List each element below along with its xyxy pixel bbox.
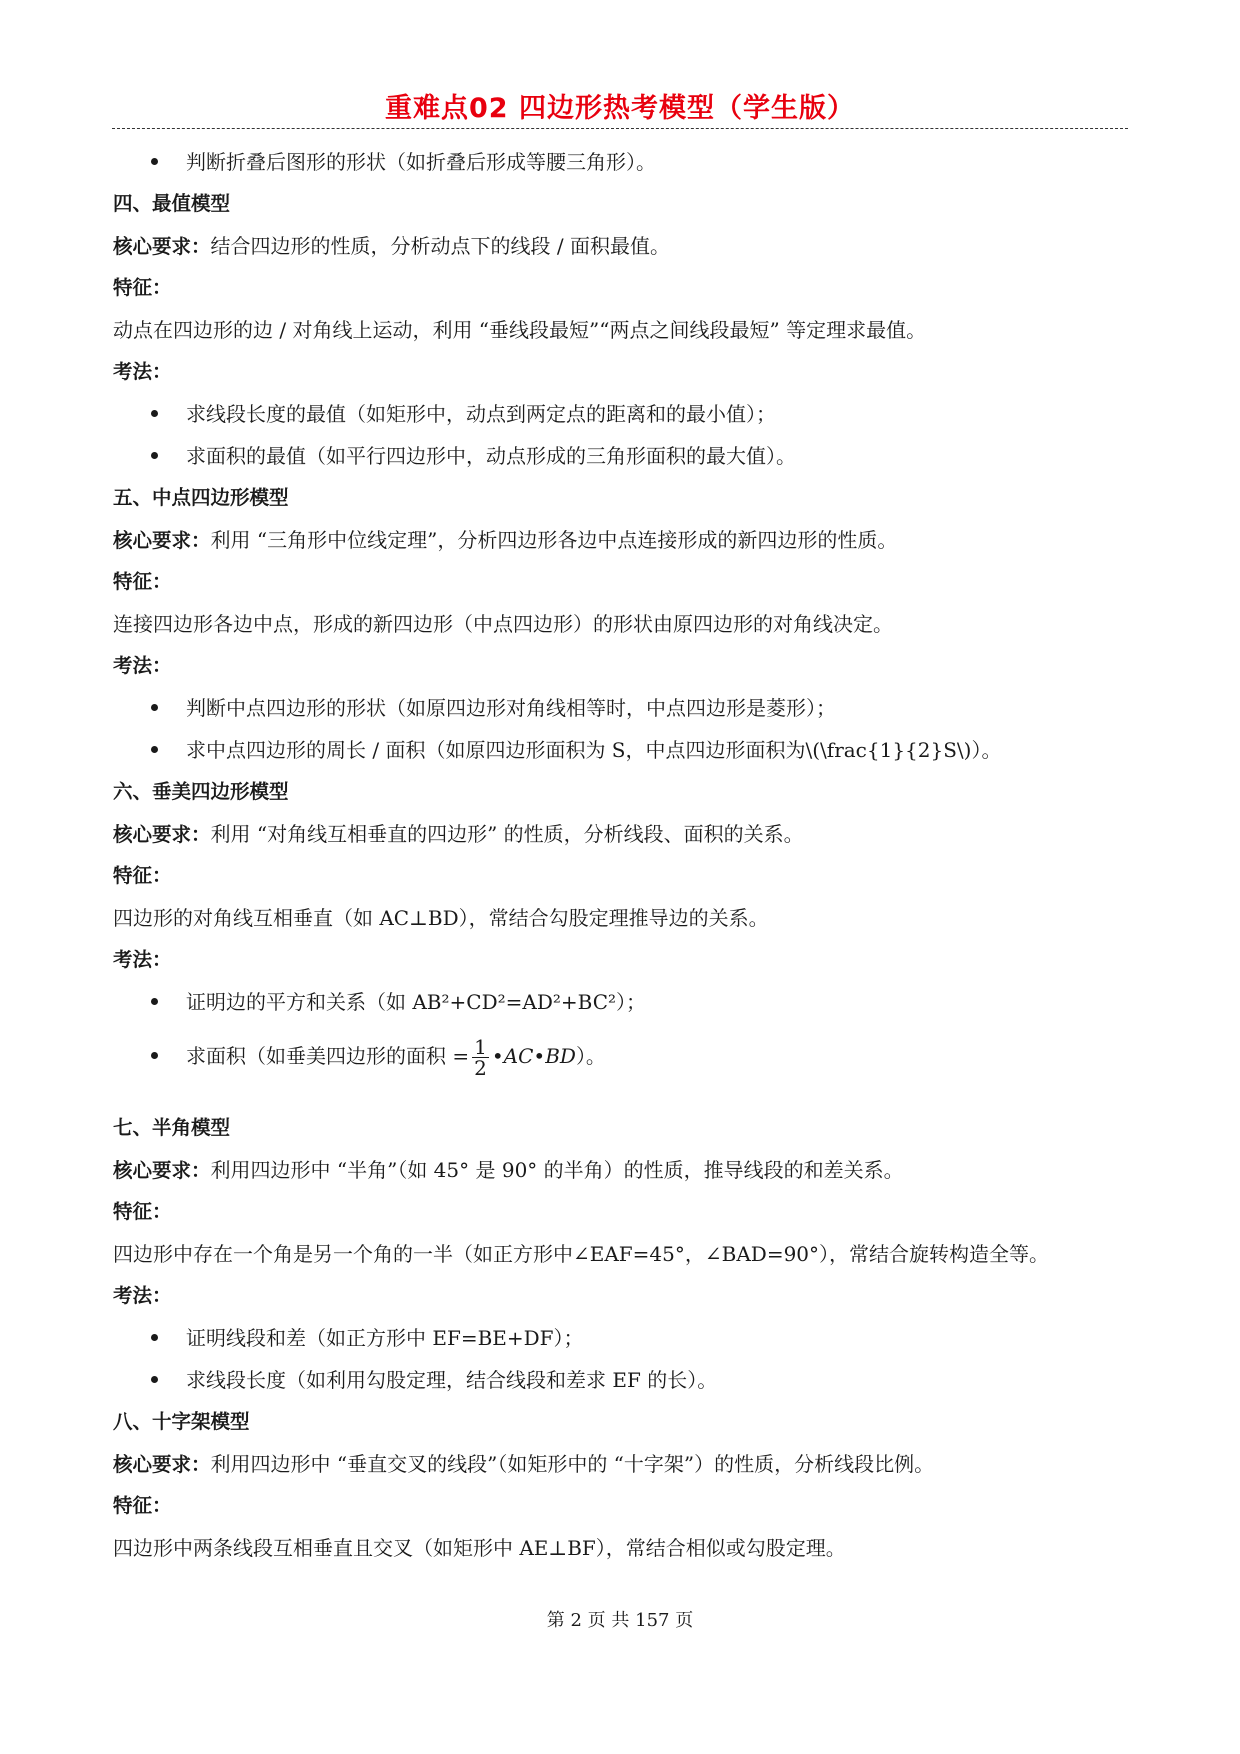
feature-text: 四边形的对角线互相垂直（如 AC⊥BD），常结合勾股定理推导边的关系。 xyxy=(113,906,769,930)
bullet-icon xyxy=(151,746,158,753)
list-item: 求线段长度的最值（如矩形中，动点到两定点的距离和的最小值）； xyxy=(151,400,776,428)
core-requirement: 核心要求：利用 “三角形中位线定理”，分析四边形各边中点连接形成的新四边形的性质。 xyxy=(113,528,898,552)
section-heading: 六、垂美四边形模型 xyxy=(113,780,289,803)
list-item: 判断中点四边形的形状（如原四边形对角线相等时，中点四边形是菱形）； xyxy=(151,694,836,722)
bullet-icon xyxy=(151,1052,158,1059)
core-requirement: 核心要求：利用 “对角线互相垂直的四边形” 的性质，分析线段、面积的关系。 xyxy=(113,822,804,846)
section-heading: 四、最值模型 xyxy=(113,192,231,215)
core-requirement: 核心要求：利用四边形中 “半角”（如 45° 是 90° 的半角）的性质，推导线段的和差关系。 xyxy=(113,1158,904,1182)
list-item: 求面积的最值（如平行四边形中，动点形成的三角形面积的最大值）。 xyxy=(151,442,796,470)
bullet-icon xyxy=(151,998,158,1005)
list-item: 判断折叠后图形的形状（如折叠后形成等腰三角形）。 xyxy=(151,148,656,176)
bullet-icon xyxy=(151,158,158,165)
section-heading: 五、中点四边形模型 xyxy=(113,486,289,509)
core-requirement: 核心要求：利用四边形中 “垂直交叉的线段”（如矩形中的 “十字架”）的性质，分析线段比例。 xyxy=(113,1452,935,1476)
exam-label: 考法： xyxy=(113,360,172,383)
exam-label: 考法： xyxy=(113,1284,172,1307)
list-item: 证明边的平方和关系（如 AB²+CD²=AD²+BC²）； xyxy=(151,988,646,1016)
feature-text: 连接四边形各边中点，形成的新四边形（中点四边形）的形状由原四边形的对角线决定。 xyxy=(113,612,893,636)
feature-label: 特征： xyxy=(113,1200,172,1223)
feature-text: 四边形中两条线段互相垂直且交叉（如矩形中 AE⊥BF），常结合相似或勾股定理。 xyxy=(113,1536,846,1560)
fraction: $\frac{1}{2}$ xyxy=(474,1035,487,1080)
bullet-icon xyxy=(151,452,158,459)
page-footer: 第 2 页 共 157 页 xyxy=(546,1610,694,1631)
page-title: 重难点02 四边形热考模型（学生版） xyxy=(385,93,855,124)
feature-label: 特征： xyxy=(113,1494,172,1517)
section-heading: 七、半角模型 xyxy=(113,1116,231,1139)
feature-label: 特征： xyxy=(113,276,172,299)
bullet-icon xyxy=(151,1334,158,1341)
list-item: 求中点四边形的周长 / 面积（如原四边形面积为 S，中点四边形面积为\(\frac{1}{2}S\)）。 xyxy=(151,736,1001,764)
exam-label: 考法： xyxy=(113,948,172,971)
feature-label: 特征： xyxy=(113,864,172,887)
feature-text: 动点在四边形的边 / 对角线上运动，利用 “垂线段最短”“两点之间线段最短” 等定理求最值。 xyxy=(113,318,927,342)
bullet-icon xyxy=(151,410,158,417)
section-heading: 八、十字架模型 xyxy=(113,1410,250,1433)
feature-text: 四边形中存在一个角是另一个角的一半（如正方形中∠EAF=45°，∠BAD=90°），常结合旋转构造全等。 xyxy=(113,1242,1050,1266)
list-item: 证明线段和差（如正方形中 EF=BE+DF）； xyxy=(151,1324,584,1352)
list-item: 求面积（如垂美四边形的面积 = $\frac{1}{2}$ •AC•BD）。 xyxy=(151,1032,606,1080)
bullet-icon xyxy=(151,1376,158,1383)
feature-label: 特征： xyxy=(113,570,172,593)
exam-label: 考法： xyxy=(113,654,172,677)
list-item: 求线段长度（如利用勾股定理，结合线段和差求 EF 的长）。 xyxy=(151,1366,717,1394)
bullet-icon xyxy=(151,704,158,711)
title-divider xyxy=(112,128,1128,129)
core-requirement: 核心要求：结合四边形的性质，分析动点下的线段 / 面积最值。 xyxy=(113,234,670,258)
